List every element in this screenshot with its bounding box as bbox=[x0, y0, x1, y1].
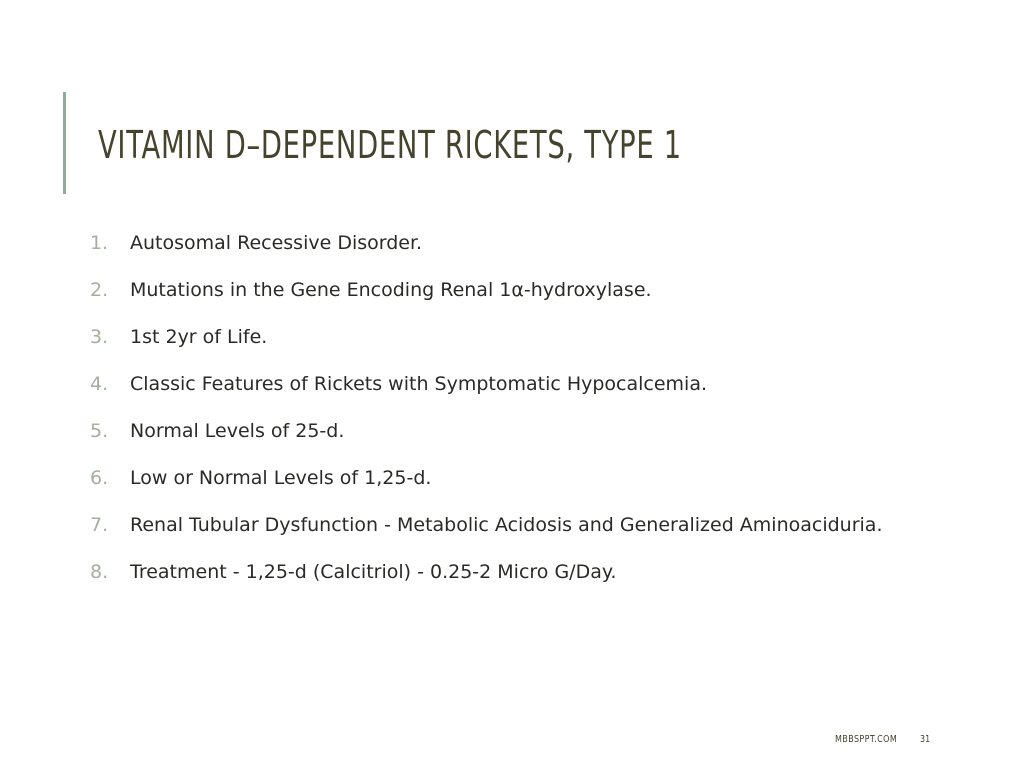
numbered-list bbox=[90, 230, 932, 606]
list-item-number: 6. bbox=[90, 467, 109, 489]
list-item-text: Autosomal Recessive Disorder. bbox=[130, 232, 423, 254]
slide-title: VITAMIN D–DEPENDENT RICKETS, TYPE 1 bbox=[98, 123, 682, 167]
list-item-number: 3. bbox=[90, 326, 109, 348]
list-item bbox=[90, 371, 932, 397]
list-item bbox=[90, 512, 932, 538]
list-item-text: Classic Features of Rickets with Symptomatic Hypocalcemia. bbox=[130, 373, 708, 395]
list-item-number: 4. bbox=[90, 373, 109, 395]
list-item-text: 1st 2yr of Life. bbox=[130, 326, 268, 348]
list-item bbox=[90, 465, 932, 491]
list-item-number: 7. bbox=[90, 514, 109, 536]
footer-site-link: MBBSPPT.COM bbox=[835, 734, 898, 745]
page-number: 31 bbox=[920, 734, 931, 745]
list-item bbox=[90, 230, 932, 256]
list-item-text: Normal Levels of 25-d. bbox=[130, 420, 345, 442]
list-item-text: Treatment - 1,25-d (Calcitriol) - 0.25-2 Micro G/Day. bbox=[130, 561, 617, 583]
list-item bbox=[90, 418, 932, 444]
list-item-text: Mutations in the Gene Encoding Renal 1α-hydroxylase. bbox=[130, 279, 652, 301]
list-item bbox=[90, 324, 932, 350]
list-item bbox=[90, 559, 932, 585]
list-item-text: Renal Tubular Dysfunction - Metabolic Acidosis and Generalized Aminoaciduria. bbox=[130, 514, 883, 536]
list-item-number: 1. bbox=[90, 232, 109, 254]
title-accent-bar bbox=[63, 92, 66, 194]
list-item-number: 8. bbox=[90, 561, 109, 583]
list-item-number: 5. bbox=[90, 420, 109, 442]
list-item bbox=[90, 277, 932, 303]
list-item-text: Low or Normal Levels of 1,25-d. bbox=[130, 467, 432, 489]
list-item-number: 2. bbox=[90, 279, 109, 301]
